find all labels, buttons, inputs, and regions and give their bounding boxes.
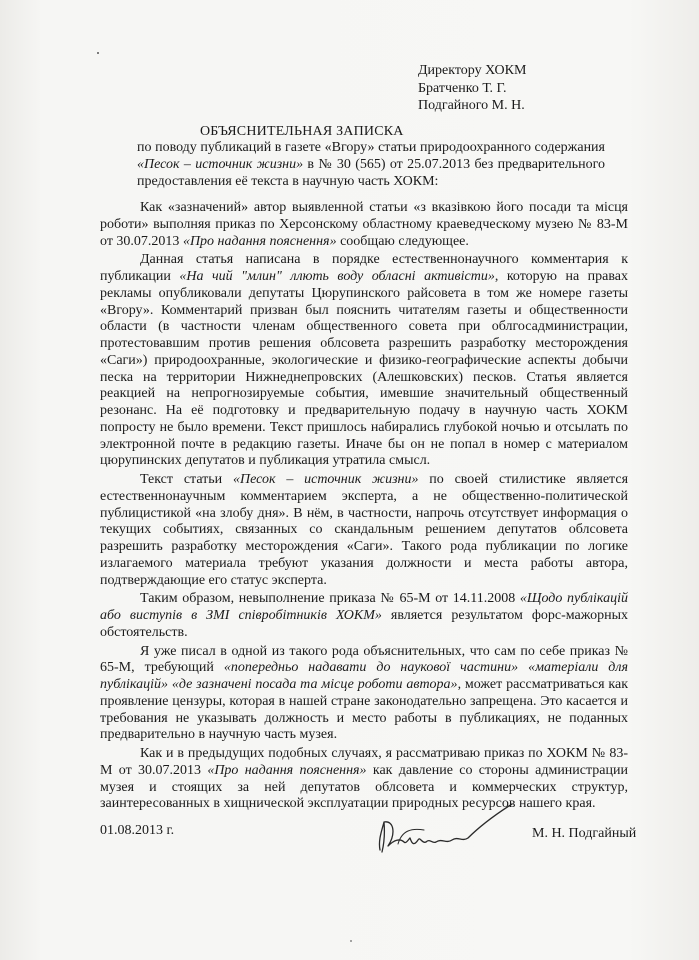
paragraph [100, 591, 628, 641]
paragraph [100, 200, 628, 250]
scan-speck [350, 940, 352, 942]
text-run: Таким образом, невыполнение приказа № 65-М от 14.11.2008 [140, 591, 520, 607]
paragraph [100, 746, 628, 813]
text-run: Данная статья написана в порядке естественнонаучного комментария к публикации [100, 252, 628, 284]
addressee-block [418, 62, 526, 115]
quoted-title: «На чий "млин" ллють воду обласні активісти» [179, 269, 495, 284]
document-date: 01.08.2013 г. [100, 823, 175, 838]
quoted-title: «матеріали для публікацій» [100, 660, 629, 692]
paragraph [100, 252, 628, 470]
text-run: Как и в предыдущих подобных случаях, я рассматриваю приказ по ХОКМ № 83-М от 30.07.2013 [100, 746, 628, 778]
text-run: в № 30 (565) от 25.07.2013 без предварительного предоставления её текста в научную часть ХОКМ: [137, 156, 605, 189]
scan-speck [97, 52, 99, 54]
text-run [518, 660, 528, 675]
document-title: ОБЪЯСНИТЕЛЬНАЯ ЗАПИСКА [200, 124, 404, 139]
quoted-title: «Про надання пояснення» [182, 233, 337, 249]
document-subject [137, 140, 605, 190]
quoted-title: «попередньо надавати до наукової частини» [223, 660, 519, 676]
quoted-title: «Про надання пояснення» [207, 762, 367, 778]
quoted-title: «Песок – источник жизни» [137, 156, 304, 172]
addressee-line: Братченко Т. Г. [418, 80, 507, 96]
quoted-title: «де зазначені посада та місце роботи автора» [171, 677, 458, 692]
addressee-line: Подгайного М. Н. [418, 98, 525, 113]
quoted-title: «Щодо публікацій або виступів в ЗМІ співробітників ХОКМ» [100, 591, 628, 623]
signer-name: М. Н. Подгайный [532, 826, 637, 841]
text-run: Текст статьи [140, 472, 233, 487]
paragraph [100, 472, 628, 589]
text-run: Я уже писал в одной из такого рода объяснительных, что сам по себе приказ № 65-М, требующий [100, 643, 628, 676]
quoted-title: «Песок – источник жизни» [232, 472, 419, 487]
signature-mark [372, 800, 522, 860]
text-run: , которую на правах рекламы опубликовали депутаты Цюрупинского райсовета в том же номере газеты «Вгору». Комментарий призван был пояснить читателям газеты и общественности области (в частности членам общественного совета при облгосадминистрации, протестовавшим против решения облсовета разрешить разработку месторождения «Саги») природоохранные, экологические и физико-географические аспекты добычи песка на территории Нижнеднепровских (Алешковских) песков. Статья является реакцией на непрогнозируемые события, имевшие значительный общественный резонанс. На её подготовку и предварительную подачу в научную часть ХОКМ попросту не было времени. Текст пришлось набирались глубокой ночью и отсылать по электронной почте в редакцию газеты. Иначе бы он не попал в номер с материалом цюрупинских депутатов и публикация утратила смысл. [100, 269, 629, 469]
text-run: как давление со стороны администрации музея и стоящих за ней депутатов облсовета и коммерческих структур, заинтересованных в хищнической эксплуатации природных ресурсов нашего края. [100, 762, 628, 812]
text-run: по поводу публикаций в газете «Вгору» статьи природоохранного содержания [137, 140, 605, 155]
text-run: Как «зазначений» автор выявленной статьи «з вказівкою його посади та місця роботи» выполняя приказ по Херсонскому областному краеведческому музею № 83-М от 30.07.2013 [100, 200, 628, 249]
text-run: является результатом форс-мажорных обстоятельств. [100, 608, 628, 640]
paragraph [100, 644, 628, 745]
document-body [100, 200, 628, 813]
text-run: , может рассматриваться как проявление цензуры, которая в нашей стране законодательно запрещена. Это касается и требования не указывать должность и место работы в публикациях, не поданных предварительно в научную часть музея. [100, 677, 628, 743]
addressee-line: Директору ХОКМ [418, 63, 527, 78]
text-run: по своей стилистике является естественнонаучным комментарием эксперта, а не общественно-политической публицистикой «на злобу дня». В нём, в частности, напрочь отсутствует информация о текущих событиях, связанных со скандальным решением депутатов облсовета разрешить разработку месторождения «Саги». Такого рода публикации по логике излагаемого материала требуют указания должности и места работы автора, подтверждающие его статус эксперта. [100, 472, 629, 588]
text-run: сообщаю следующее. [336, 233, 469, 249]
